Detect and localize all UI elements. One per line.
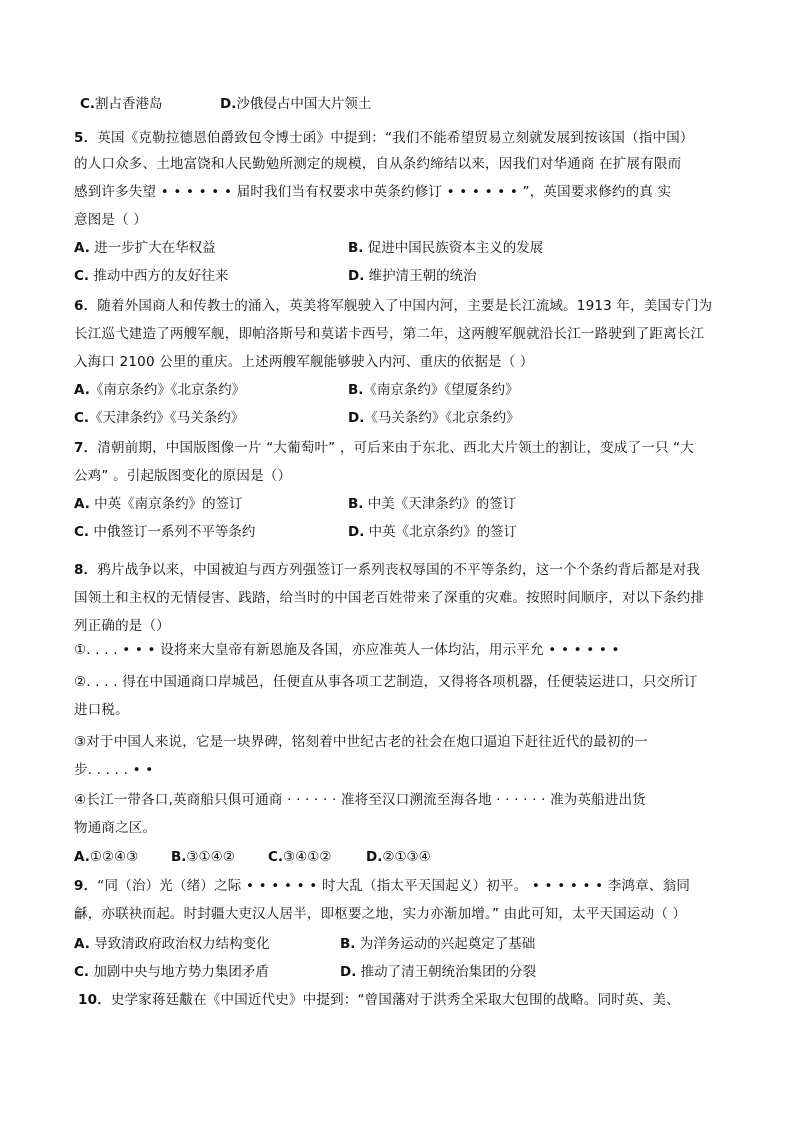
q8-stem-line-3: 列正确的是（）	[74, 618, 170, 634]
q4-option-c: C.割占香港岛	[80, 96, 163, 112]
q7-stem-line-2: 公鸡” 。引起版图变化的原因是（）	[74, 468, 292, 484]
q6-option-a: A.《南京条约》《北京条约》	[74, 382, 246, 398]
q8-item-4-line-1: ④长江一带各口,英商船只俱可通商 · · · · · · 准将至汉口溯流至海各地 · · · · · · 准为英船进出货	[74, 792, 646, 808]
q5-option-c: C. 推动中西方的友好往来	[74, 268, 229, 284]
q5-stem-line-1: 5．英国《克勒拉德恩伯爵致包令博士函》中提到：“我们不能希望贸易立刻就发展到按该国（指中国）	[74, 130, 694, 146]
q9-option-a: A. 导致清政府政治权力结构变化	[74, 936, 270, 952]
q8-option-c: C.③④①②	[268, 849, 332, 865]
q7-stem-line-1: 7．清朝前期，中国版图像一片 “大葡萄叶” ，可后来由于东北、西北大片领土的割让，变成了一只 “大	[74, 440, 695, 456]
q6-option-b: B.《南京条约》《望厦条约》	[348, 382, 519, 398]
q8-item-1: ①. . . . • • • 设将来大皇帝有新恩施及各国，亦应准英人一体均沾，用示平允 • • • • • •	[74, 642, 620, 658]
q7-option-b: B. 中美《天津条约》的签订	[348, 496, 517, 512]
q9-stem-line-2: 龢，亦联袂而起。时封疆大吏汉人居半，即枢要之地，实力亦渐加增。” 由此可知，太平天国运动（ ）	[74, 906, 687, 922]
q5-stem-line-2: 的人口众多、土地富饶和人民勤勉所测定的规模，自从条约缔结以来，因我们对华通商 在扩展有限而	[74, 156, 682, 172]
q5-stem-line-3: 感到许多失望 • • • • • • 届时我们当有权要求中英条约修订 • • • • • • ”，英国要求修约的真 实	[74, 184, 672, 200]
q4-option-d: D.沙俄侵占中国大片领土	[220, 96, 372, 112]
q9-option-d: D. 推动了清王朝统治集团的分裂	[340, 964, 537, 980]
q8-item-3-line-2: 步. . . . . • •	[74, 762, 154, 778]
q8-item-2-line-1: ②. . . . 得在中国通商口岸城邑，任便直从事各项工艺制造，又得将各项机器，任便装运进口，只交所订	[74, 674, 698, 690]
q7-option-c: C. 中俄签订一系列不平等条约	[74, 524, 256, 540]
q9-option-c: C. 加剧中央与地方势力集团矛盾	[74, 964, 269, 980]
q5-option-d: D. 维护清王朝的统治	[348, 268, 477, 284]
q5-option-b: B. 促进中国民族资本主义的发展	[348, 240, 544, 256]
q8-option-b: B.③①④②	[171, 849, 235, 865]
q7-option-d: D. 中英《北京条约》的签订	[348, 524, 518, 540]
q6-option-c: C.《天津条约》《马关条约》	[74, 410, 245, 426]
q7-option-a: A. 中英《南京条约》的签订	[74, 496, 243, 512]
q5-option-a: A. 进一步扩大在华权益	[74, 240, 216, 256]
q8-stem-line-1: 8．鸦片战争以来，中国被迫与西方列强签订一系列丧权辱国的不平等条约，这一个个条约背后都是对我	[74, 562, 701, 578]
q6-stem-line-2: 长江巡弋建造了两艘军舰，即帕洛斯号和莫诺卡西号，第二年，这两艘军舰就沿长江一路驶到了距离长江	[74, 326, 705, 342]
q9-option-b: B. 为洋务运动的兴起奠定了基础	[340, 936, 536, 952]
q8-option-a: A.①②④③	[74, 849, 139, 865]
q5-stem-line-4: 意图是（ ）	[74, 212, 147, 228]
q8-option-d: D.②①③④	[366, 849, 431, 865]
q8-item-3-line-1: ③对于中国人来说，它是一块界碑，铭刻着中世纪古老的社会在炮口逼迫下赶往近代的最初的一	[74, 734, 649, 750]
q8-item-4-line-2: 物通商之区。	[74, 820, 157, 836]
q9-stem-line-1: 9．“同（治）光（绪）之际 • • • • • • 时大乱（指太平天国起义）初平。 • • • • • • 李鸿章、翁同	[74, 878, 691, 894]
q6-stem-line-3: 入海口 2100 公里的重庆。上述两艘军舰能够驶入内河、重庆的依据是（ ）	[74, 354, 534, 370]
q10-stem-line-1: 10．史学家蒋廷黻在《中国近代史》中提到：“曾国藩对于洪秀全采取大包围的战略。同时英、美、	[78, 992, 680, 1008]
q8-stem-line-2: 国领土和主权的无情侵害、践踏，给当时的中国老百姓带来了深重的灾难。按照时间顺序，对以下条约排	[74, 590, 705, 606]
q6-stem-line-1: 6．随着外国商人和传教士的涌入，英美将军舰驶入了中国内河，主要是长江流域。1913 年，美国专门为	[74, 298, 713, 314]
q8-item-2-line-2: 进口税。	[74, 702, 129, 718]
q6-option-d: D.《马关条约》《北京条约》	[348, 410, 520, 426]
